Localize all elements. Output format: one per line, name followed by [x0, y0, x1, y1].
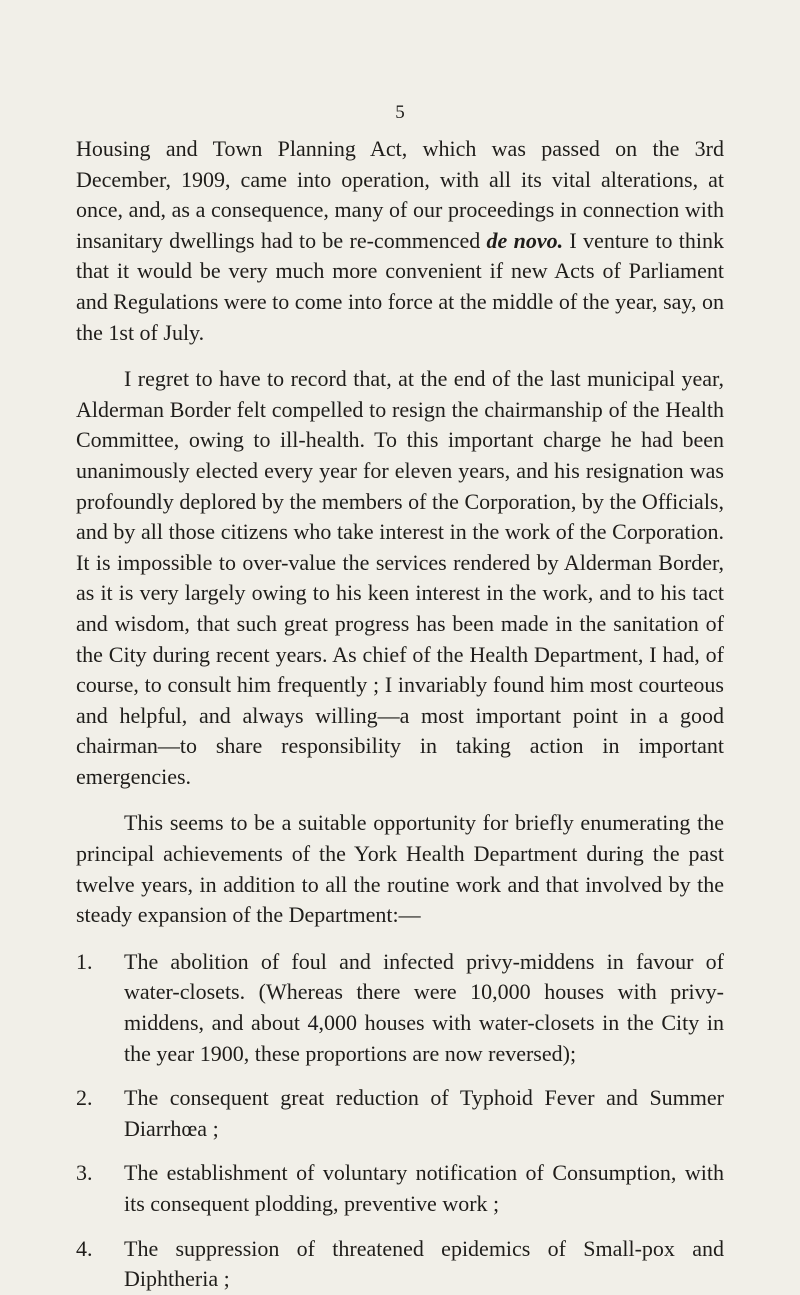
list-item-text: The establishment of voluntary notification of Consumption, with its consequent plodding, preventive work ;	[124, 1160, 724, 1216]
list-item	[76, 1083, 724, 1144]
list-item-number: 2.	[76, 1085, 93, 1111]
list-item	[76, 947, 724, 1069]
list-item	[76, 1158, 724, 1219]
list-item-number: 1.	[76, 948, 93, 974]
list-item-text: The abolition of foul and infected privy-middens in favour of water-closets. (Whereas there were 10,000 houses with privy-middens, and about 4,000 houses with water-closets in the City in the year 1900, these proportions are now reversed);	[124, 948, 724, 1066]
list-item-text: The consequent great reduction of Typhoid Fever and Summer Diarrhœa ;	[124, 1085, 724, 1141]
body-text	[76, 134, 724, 1295]
italic-de-novo: de novo.	[486, 227, 564, 253]
list-item-number: 4.	[76, 1235, 93, 1261]
list-item-text: The suppression of threatened epidemics of Small-pox and Diphtheria ;	[124, 1235, 724, 1292]
page-number: 5	[395, 102, 405, 123]
paragraph-housing-act	[76, 134, 724, 348]
paragraph-achievements-intro: This seems to be a suitable opportunity for briefly enumerating the principal achievements of the York Health Department during the past twelve years, in addition to all the routine work and that involved by the steady expansion of the Department:—	[76, 810, 724, 928]
list-item	[76, 1234, 724, 1295]
paragraph-alderman-border: I regret to have to record that, at the end of the last municipal year, Alderman Border felt compelled to resign the chairmanship of the Health Committee, owing to ill-health. To this important charge he had been unanimously elected every year for eleven years, and his resignation was profoundly deplored by the members of the Corporation, by the Officials, and by all those citizens who take interest in the work of the Corporation. It is impossible to over-value the services rendered by Alderman Border, as it is very largely owing to his keen interest in the work, and to his tact and wisdom, that such great progress has been made in the sanitation of the City during recent years. As chief of the Health Department, I had, of course, to consult him frequently ; I invariably found him most courteous and helpful, and always willing—a most important point in a good chairman—to share responsibility in taking action in important emergencies.	[76, 366, 724, 789]
paragraph-housing-act-text-end: I venture to think that it would be very much more convenient if new Acts of Parliament and Regulations were to come into force at the middle of the year, say, on the 1st of July.	[76, 227, 724, 345]
achievements-list	[76, 947, 724, 1295]
list-item-number: 3.	[76, 1160, 93, 1186]
paragraph-housing-act-text: Housing and Town Planning Act, which was passed on the 3rd December, 1909, came into operation, with all its vital alterations, at once, and, as a consequence, many of our proceedings in connection with insanitary dwellings had to be re-commenced	[76, 136, 724, 253]
